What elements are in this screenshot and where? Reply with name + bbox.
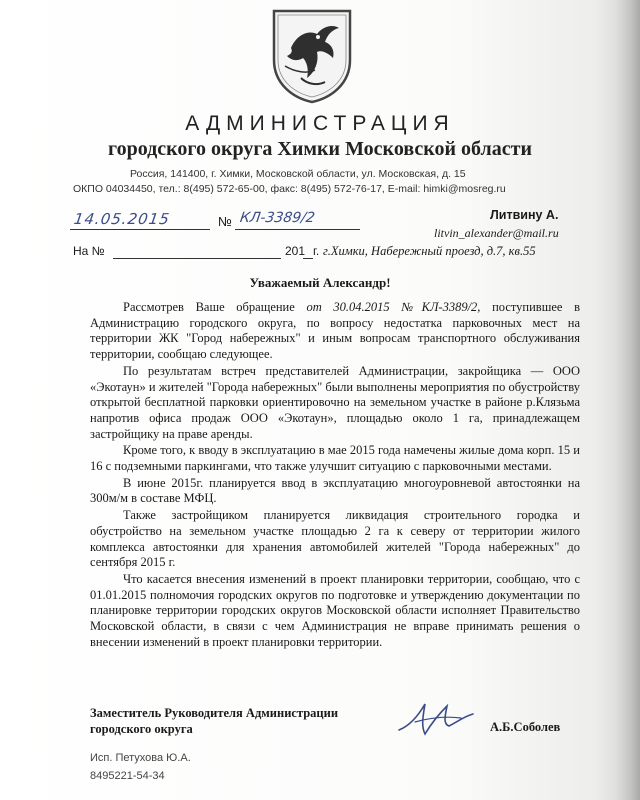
coat-of-arms-icon [271,8,353,104]
number-label: № [218,214,232,229]
organization-address: Россия, 141400, г. Химки, Московской области, ул. Московская, д. 15 [130,168,466,180]
reference-label: На № [73,244,105,258]
executor-phone: 8495221-54-34 [90,770,165,782]
greeting: Уважаемый Александр! [249,275,391,290]
signatory-position-line: Заместитель Руководителя Администрации [90,706,339,720]
body-paragraph: Что касается внесения изменений в проект планировки территории, сообщаю, что с 01.01.2015 полномочия городских округов по подготовке и утверждению документации по планировке территории городских округов Московской области исполняет Правительство Московской области, в связи с чем Администрация не вправе принимать решения о внесении изменений в проект планировки территории. [90,571,580,649]
recipient-email: litvin_alexander@mail.ru [434,226,559,240]
handwritten-date: 14.05.2015 [72,210,172,228]
body-paragraph: В июне 2015г. планируется ввод в эксплуатацию многоуровневой автостоянки на 300м/м в составе МФЦ. [90,475,580,506]
reference-row [73,244,593,262]
number-underline [235,229,360,230]
recipient-address: г.Химки, Набережный проезд, д.7, кв.55 [323,244,536,258]
reference-underline [113,258,281,259]
signatory-position-line: городского округа [90,722,193,736]
paragraph-text: Рассмотрев Ваше обращение [123,300,307,314]
organization-subtitle: городского округа Химки Московской области [108,138,532,160]
letter-body [90,300,580,650]
executor-name: Исп. Петухова Ю.А. [90,752,191,764]
paragraph-text: , поступившее в Администрацию городского округа, по вопросу недостатка парковочных мест на территории ЖК "Город набережных" и иным вопросам транспортного обслуживания территории, сообщаю следующее. [90,300,580,362]
organization-title: АДМИНИСТРАЦИЯ [185,112,455,135]
body-paragraph [90,300,580,363]
signature-icon [395,696,475,738]
reference-year-suffix: г. [313,244,320,258]
body-paragraph: Кроме того, к вводу в эксплуатацию в мае 2015 года намечены жилые дома корп. 15 и 16 с подземными паркингами, что также улучшит ситуацию с парковочными местами. [90,443,580,474]
signatory-position [90,705,400,737]
date-underline [70,229,210,230]
signatory-name: А.Б.Соболев [490,720,561,734]
year-underline [303,258,313,259]
outgoing-registration [70,210,365,232]
reference-year: 201 [285,244,306,258]
recipient-name: Литвину А. [490,208,559,222]
body-paragraph: Также застройщиком планируется ликвидация строительного городка и обустройство на земельном участке площадью 2 га к северу от территории жилого комплекса автостоянки для хранения автомобилей жителей "Города набережных" до сентября 2015 г. [90,508,580,570]
organization-contacts: ОКПО 04034450, тел.: 8(495) 572-65-00, факс: 8(495) 572-76-17, E-mail: himki@mosreg.ru [73,183,506,195]
body-paragraph: По результатам встреч представителей Администрации, закройщика — ООО «Экотаун» и жителей "Города набережных" были выполнены мероприятия по обустройству открытой бесплатной парковки ориентировочно на земельном участке в районе р.Клязьма напротив офиса продаж ООО «Экотаун», площадью около 1 га, принадлежащем застройщику на праве аренды. [90,363,580,441]
appeal-reference: от 30.04.2015 №КЛ-3389/2 [306,300,478,314]
handwritten-reg-number: КЛ-3389/2 [238,210,316,226]
